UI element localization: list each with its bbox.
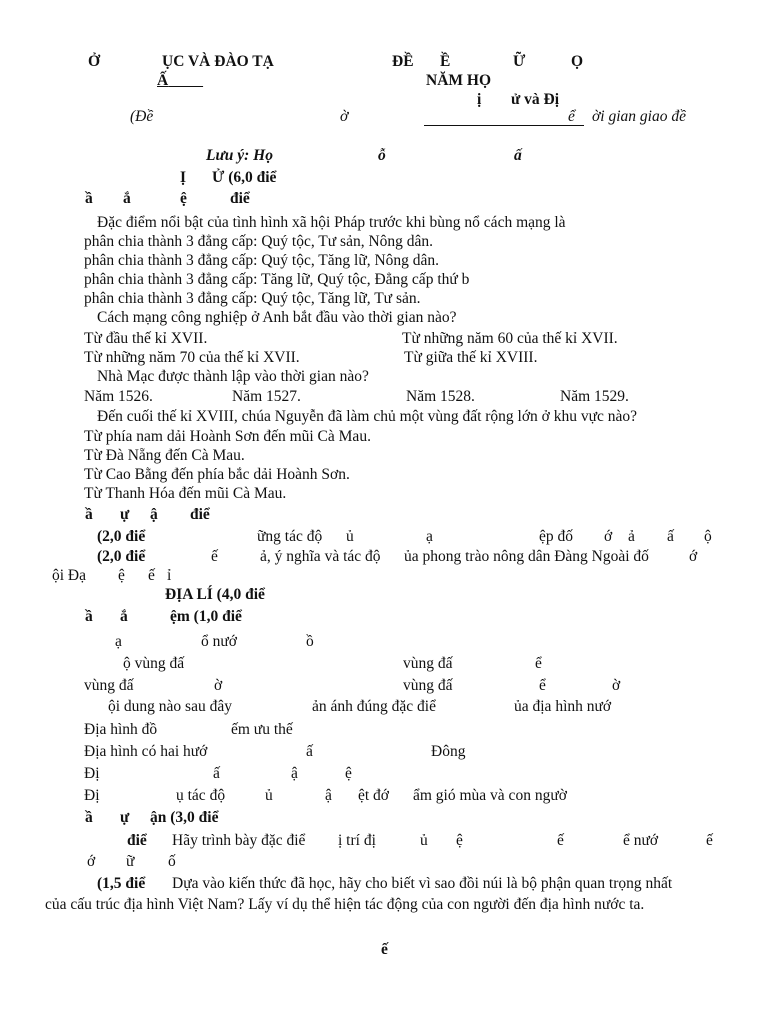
history-essay-2-fragment-4: ớ: [689, 548, 698, 565]
header-time-note-fragment-1: (Đề: [130, 108, 154, 125]
history-essay-2-fragment-6: ệ: [118, 567, 125, 584]
geography-essay-2-line-1: Dựa vào kiến thức đã học, hãy cho biết vì sao đồi núi là bộ phận quan trọng nhất: [172, 875, 673, 892]
geography-q2-option-d-fragment-6: ẩm gió mùa và con ngườ: [413, 787, 567, 804]
geography-q2-option-d-fragment-4: ậ: [325, 787, 332, 804]
geography-q2-option-b-fragment-3: Đông: [431, 743, 466, 760]
geography-q2-option-c-fragment-2: ấ: [213, 765, 220, 782]
geography-q2-fragment-3: ủa địa hình nướ: [514, 698, 612, 715]
geography-q2-fragment-1: ội dung nào sau đây: [108, 698, 232, 715]
header-time-blank-line: [424, 125, 584, 126]
geography-essay-1-fragment-9: ữ: [126, 853, 135, 870]
header-exam-title-fragment-4: Ọ: [571, 53, 584, 70]
geography-q1-option-b-fragment-2: ể: [535, 655, 542, 672]
geography-q2-option-c-fragment-1: Đị: [84, 765, 100, 782]
geography-heading: ĐỊA LÍ (4,0 điể: [165, 586, 265, 603]
history-q4-option-b: Từ Đà Nẵng đến Cà Mau.: [84, 447, 245, 464]
history-part2-fragment-3: ậ: [150, 506, 158, 523]
history-question-4: Đến cuối thế kỉ XVIII, chúa Nguyễn đã làm chủ một vùng đất rộng lớn ở khu vực nào?: [97, 408, 638, 425]
history-part1-fragment-3: ệ: [180, 190, 187, 207]
geography-q2-option-c-fragment-4: ệ: [345, 765, 352, 782]
history-essay-2-fragment-7: ế: [148, 567, 155, 584]
geography-essay-1-fragment-2: ị trí đị: [338, 832, 376, 849]
history-q3-option-c: Năm 1528.: [406, 388, 475, 405]
history-part1-fragment-4: điể: [230, 190, 250, 207]
history-heading-fragment-1: Ị: [180, 169, 187, 186]
history-q1-option-a: phân chia thành 3 đẳng cấp: Quý tộc, Tư sản, Nông dân.: [84, 233, 434, 250]
history-part1-fragment-2: ắ: [123, 190, 131, 207]
geography-q2-fragment-2: ản ánh đúng đặc điể: [312, 698, 436, 715]
geography-part1-fragment-2: ắ: [120, 608, 128, 625]
geography-part2-fragment-2: ự: [120, 809, 130, 826]
geography-q2-option-d-fragment-5: ệt đớ: [358, 787, 390, 804]
note-fragment-2: ỗ: [378, 147, 386, 164]
history-q3-option-a: Năm 1526.: [84, 388, 153, 405]
history-essay-1-fragment-2: ủ: [346, 528, 354, 545]
history-part2-fragment-4: điể: [190, 506, 210, 523]
header-exam-title-fragment-2: Ề: [440, 53, 451, 70]
geography-q2-option-d-fragment-2: ụ tác độ: [176, 787, 226, 804]
history-q1-option-b: phân chia thành 3 đẳng cấp: Quý tộc, Tăng lữ, Nông dân.: [84, 252, 440, 269]
geography-q2-option-b-fragment-1: Địa hình có hai hướ: [84, 743, 208, 760]
header-school-year: NĂM HỌ: [426, 72, 492, 89]
geography-q1-fragment-2: ổ nướ: [201, 633, 237, 650]
header-dept-fragment-1: Ở: [88, 53, 101, 70]
history-part1-fragment-1: ầ: [85, 190, 93, 207]
header-time-note-fragment-2: ờ: [340, 108, 349, 125]
history-question-1: Đặc điểm nổi bật của tình hình xã hội Pháp trước khi bùng nổ cách mạng là: [97, 214, 566, 231]
history-essay-2-score: (2,0 điể: [97, 548, 146, 565]
header-time-note-fragment-3: ể: [568, 108, 575, 125]
header-school-underline-space: [168, 72, 203, 89]
geography-q2-option-d-fragment-1: Đị: [84, 787, 100, 804]
geography-essay-2-line-2: của cấu trúc địa hình Việt Nam? Lấy ví dụ thể hiện tác động của con người đến địa hình nước ta.: [45, 896, 645, 913]
history-essay-1-fragment-3: ạ: [426, 528, 433, 545]
history-part2-fragment-1: ầ: [85, 506, 93, 523]
header-time-note-fragment-4: ời gian giao đề: [592, 108, 686, 125]
history-q1-option-d: phân chia thành 3 đẳng cấp: Quý tộc, Tăng lữ, Tư sản.: [84, 290, 421, 307]
history-q4-option-d: Từ Thanh Hóa đến mũi Cà Mau.: [84, 485, 287, 502]
history-part2-fragment-2: ự: [120, 506, 130, 523]
history-question-3: Nhà Mạc được thành lập vào thời gian nào?: [97, 368, 369, 385]
geography-part1-fragment-1: ầ: [85, 608, 93, 625]
geography-essay-1-fragment-1: Hãy trình bày đặc điể: [172, 832, 306, 849]
geography-q1-fragment-3: ồ: [306, 633, 314, 650]
history-essay-1-fragment-4: ệp đố: [539, 528, 574, 545]
geography-essay-1-score: điể: [127, 832, 147, 849]
history-q1-option-c: phân chia thành 3 đẳng cấp: Tăng lữ, Quý tộc, Đẳng cấp thứ b: [84, 271, 470, 288]
history-q2-option-d: Từ giữa thế kỉ XVIII.: [404, 349, 538, 366]
geography-essay-1-fragment-6: ể nướ: [623, 832, 659, 849]
geography-essay-1-fragment-7: ế: [706, 832, 713, 849]
geography-q1-option-c-fragment-2: ờ: [214, 677, 223, 694]
history-q3-option-d: Năm 1529.: [560, 388, 629, 405]
geography-essay-1-fragment-8: ớ: [87, 853, 96, 870]
geography-essay-1-fragment-10: ố: [168, 853, 176, 870]
geography-q2-option-b-fragment-2: ấ: [306, 743, 313, 760]
history-essay-1-fragment-8: ộ: [704, 528, 712, 545]
history-essay-2-fragment-2: ả, ý nghĩa và tác độ: [260, 548, 381, 565]
geography-essay-1-fragment-4: ệ: [456, 832, 463, 849]
geography-q2-option-a-fragment-1: Địa hình đồ: [84, 721, 158, 738]
header-dept-fragment-2: ỤC VÀ ĐÀO TẠ: [162, 53, 274, 70]
geography-q1-fragment-1: ạ: [115, 633, 122, 650]
geography-q1-option-d-fragment-3: ờ: [612, 677, 621, 694]
geography-q2-option-d-fragment-3: ủ: [265, 787, 273, 804]
header-exam-title-fragment-1: ĐỀ: [392, 53, 414, 70]
geography-q2-option-c-fragment-3: ậ: [291, 765, 298, 782]
history-essay-1-fragment-1: ững tác độ: [257, 528, 323, 545]
geography-essay-1-fragment-5: ế: [557, 832, 564, 849]
history-essay-1-fragment-7: ấ: [667, 528, 674, 545]
geography-part1-fragment-3: ệm (1,0 điể: [170, 608, 242, 625]
history-essay-2-fragment-1: ế: [211, 548, 218, 565]
history-essay-2-fragment-5: ội Đạ: [52, 567, 87, 584]
history-q2-option-b: Từ những năm 60 của thế kỉ XVII.: [402, 330, 618, 347]
geography-essay-1-fragment-3: ủ: [420, 832, 428, 849]
geography-q1-option-d-fragment-1: vùng đấ: [403, 677, 453, 694]
geography-q1-option-d-fragment-2: ể: [539, 677, 546, 694]
geography-q1-option-a: ộ vùng đấ: [123, 655, 185, 672]
note-fragment-1: Lưu ý: Họ: [206, 147, 273, 164]
history-q2-option-c: Từ những năm 70 của thế kỉ XVII.: [84, 349, 300, 366]
history-heading-fragment-2: Ử (6,0 điể: [212, 169, 277, 186]
header-subject-fragment-1: ị: [477, 91, 482, 108]
history-essay-2-fragment-8: ỉ: [167, 567, 172, 584]
header-subject-fragment-2: ử và Đị: [511, 91, 560, 108]
history-q2-option-a: Từ đầu thế kỉ XVII.: [84, 330, 208, 347]
geography-part2-fragment-3: ận (3,0 điể: [150, 809, 219, 826]
history-essay-1-fragment-6: ả: [628, 528, 635, 545]
geography-q1-option-c-fragment-1: vùng đấ: [84, 677, 134, 694]
history-essay-2-fragment-3: ủa phong trào nông dân Đàng Ngoài đố: [404, 548, 649, 565]
history-essay-1-fragment-5: ớ: [604, 528, 613, 545]
history-essay-1-score: (2,0 điể: [97, 528, 146, 545]
header-school-letter: Ấ: [157, 72, 169, 89]
geography-part2-fragment-1: ầ: [85, 809, 93, 826]
note-fragment-3: ấ: [514, 147, 522, 164]
history-q3-option-b: Năm 1527.: [232, 388, 301, 405]
geography-q2-option-a-fragment-2: ếm ưu thế: [231, 721, 293, 738]
end-marker: ế: [381, 941, 388, 958]
geography-q1-option-b-fragment-1: vùng đấ: [403, 655, 453, 672]
header-school-fragment: [157, 71, 203, 90]
header-exam-title-fragment-3: Ữ: [513, 53, 526, 70]
history-question-2: Cách mạng công nghiệp ở Anh bắt đầu vào thời gian nào?: [97, 309, 457, 326]
geography-essay-2-score: (1,5 điể: [97, 875, 146, 892]
history-q4-option-c: Từ Cao Bằng đến phía bắc dải Hoành Sơn.: [84, 466, 350, 483]
history-q4-option-a: Từ phía nam dải Hoành Sơn đến mũi Cà Mau.: [84, 428, 371, 445]
